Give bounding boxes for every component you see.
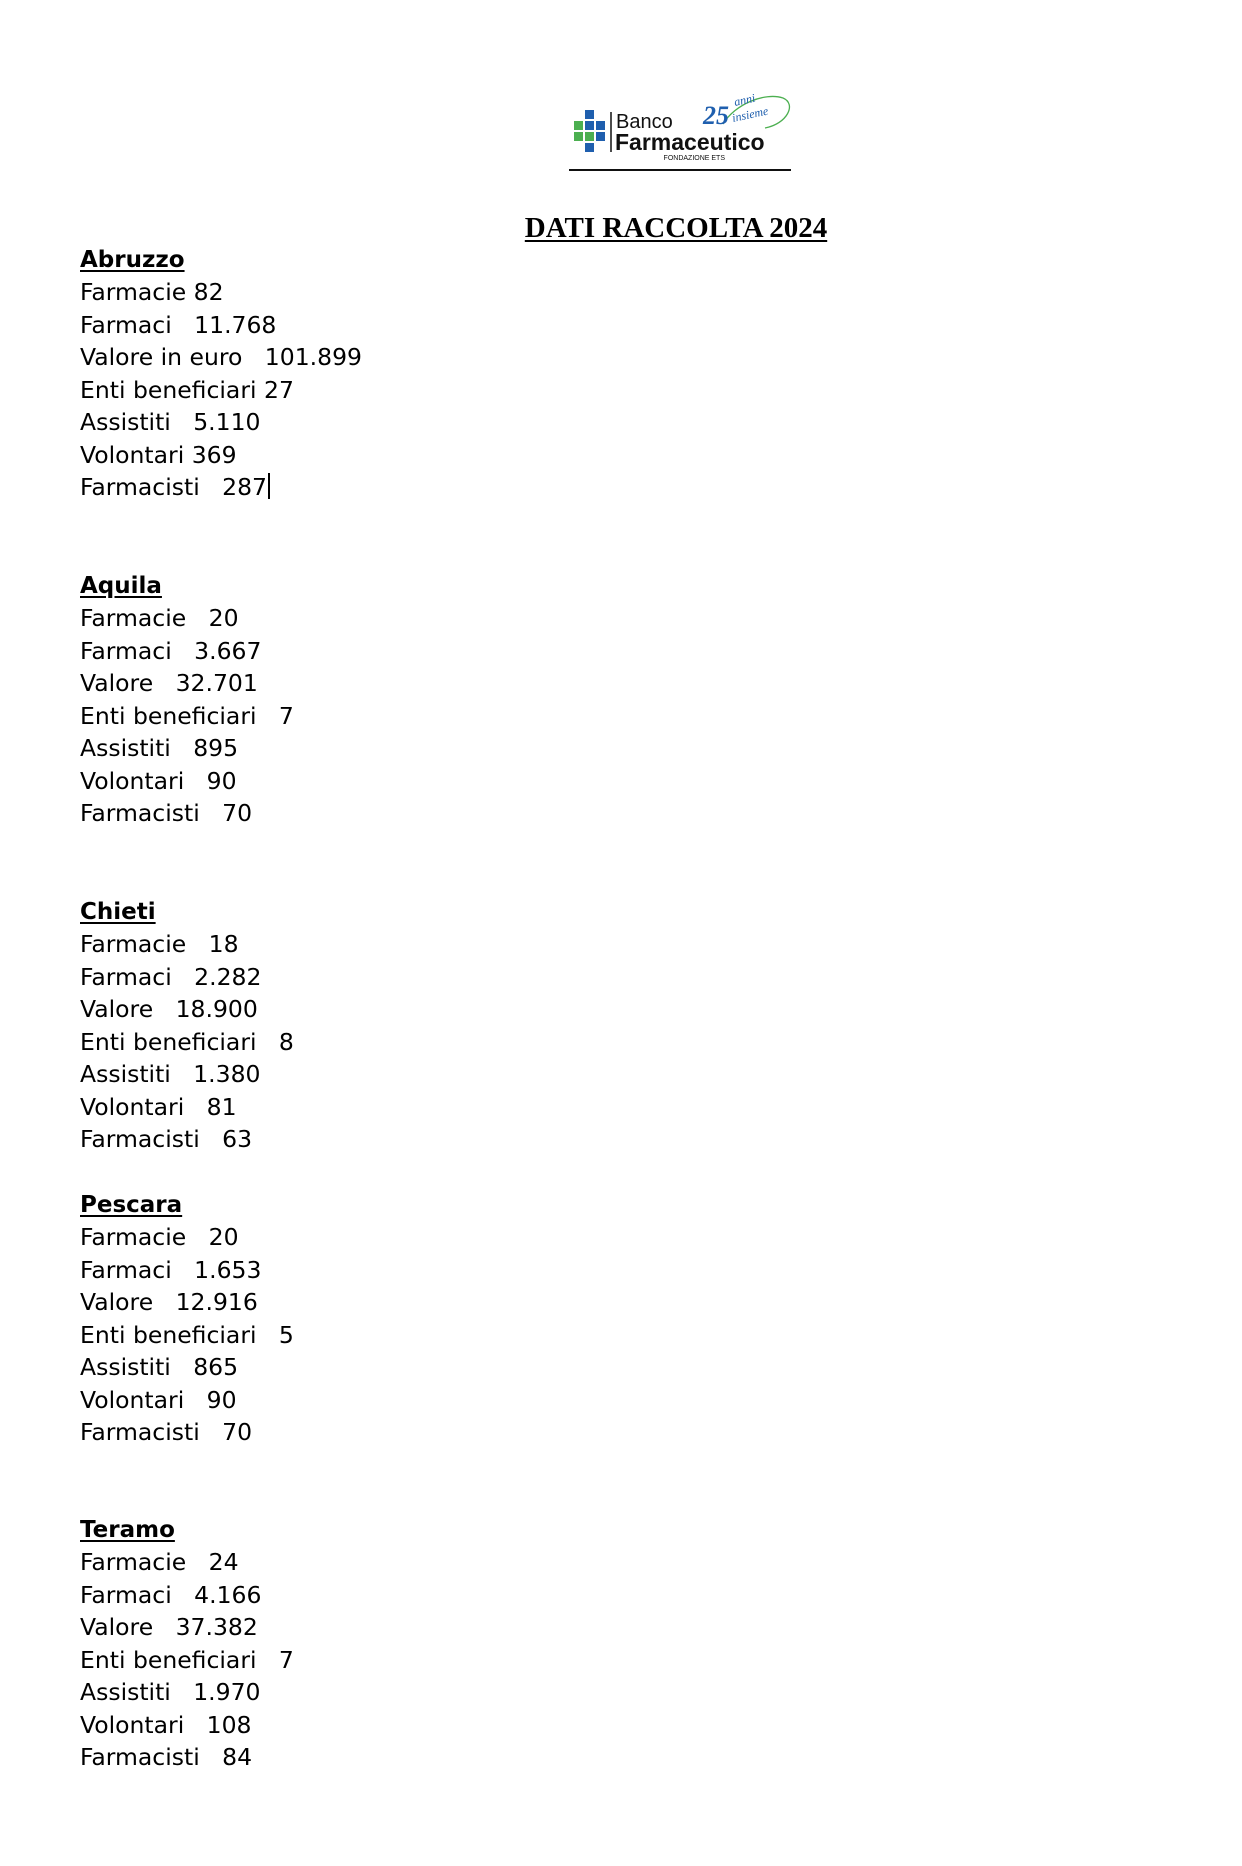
anniversary-badge-icon <box>702 91 789 130</box>
badge-word2: insieme <box>730 103 770 125</box>
stat-row: Volontari 108 <box>80 1710 252 1739</box>
logo-line1: Banco <box>616 111 673 133</box>
section-heading: Pescara <box>80 1192 183 1218</box>
stat-row: Farmacie 20 <box>80 1223 239 1251</box>
stat-row: Farmacie 18 <box>80 930 239 958</box>
section-abruzzo <box>80 244 780 504</box>
stat-row: Assistiti 1.380 <box>80 1060 261 1088</box>
section-heading: Aquila <box>80 573 162 599</box>
stat-row: Farmacie 20 <box>80 604 239 632</box>
section-teramo <box>80 1514 780 1774</box>
stat-row-with-caret[interactable] <box>80 471 780 504</box>
stat-row: Enti beneficiari 8 <box>80 1027 294 1056</box>
section-heading: Chieti <box>80 899 156 925</box>
stat-row: Enti beneficiari 27 <box>80 375 294 404</box>
stat-row: Farmaci 1.653 <box>80 1255 262 1284</box>
stat-row: Assistiti 5.110 <box>80 408 261 436</box>
stat-row: Farmacie 82 <box>80 278 224 306</box>
stat-row: Farmaci 2.282 <box>80 962 262 991</box>
stat-row: Volontari 81 <box>80 1092 237 1121</box>
stat-row: Farmacisti 63 <box>80 1125 253 1153</box>
stat-row: Valore 32.701 <box>80 669 258 697</box>
section-heading: Abruzzo <box>80 247 185 273</box>
stat-row: Valore 18.900 <box>80 995 258 1023</box>
stat-row: Farmaci 11.768 <box>80 310 277 339</box>
cross-icon <box>574 110 605 152</box>
document-title: DATI RACCOLTA 2024 <box>524 212 828 244</box>
stat-row: Farmacisti 70 <box>80 1418 253 1446</box>
stat-row: Valore 12.916 <box>80 1288 258 1316</box>
stat-row: Farmacisti 70 <box>80 799 253 827</box>
stat-row: Volontari 90 <box>80 1385 237 1414</box>
stat-row: Volontari 90 <box>80 766 237 795</box>
stat-row: Valore 37.382 <box>80 1613 258 1641</box>
stat-row: Assistiti 1.970 <box>80 1678 261 1706</box>
section-chieti <box>80 896 780 1156</box>
stat-row: Assistiti 865 <box>80 1353 239 1381</box>
banco-farmaceutico-logo <box>565 84 795 174</box>
section-pescara <box>80 1189 780 1449</box>
stat-row: Farmaci 4.166 <box>80 1580 262 1609</box>
badge-word1: anni <box>732 90 757 109</box>
stat-row: Valore in euro 101.899 <box>80 343 362 371</box>
badge-number: 25 <box>703 101 729 130</box>
text-caret <box>268 473 270 499</box>
stat-row: Farmacie 24 <box>80 1548 239 1576</box>
stat-row: Volontari 369 <box>80 440 237 469</box>
stat-row: Enti beneficiari 7 <box>80 1645 294 1674</box>
stat-row: Assistiti 895 <box>80 734 239 762</box>
logo-tagline: FONDAZIONE ETS <box>663 155 725 162</box>
logo-graphic <box>565 84 795 174</box>
section-heading: Teramo <box>80 1517 175 1543</box>
stat-row: Farmacisti 84 <box>80 1743 253 1771</box>
logo-line2: Farmaceutico <box>615 129 765 155</box>
stat-row: Farmaci 3.667 <box>80 636 262 665</box>
stat-row: Enti beneficiari 7 <box>80 701 294 730</box>
section-aquila <box>80 570 780 830</box>
stat-row-text: Farmacisti 287 <box>80 473 268 501</box>
stat-row: Enti beneficiari 5 <box>80 1320 294 1349</box>
